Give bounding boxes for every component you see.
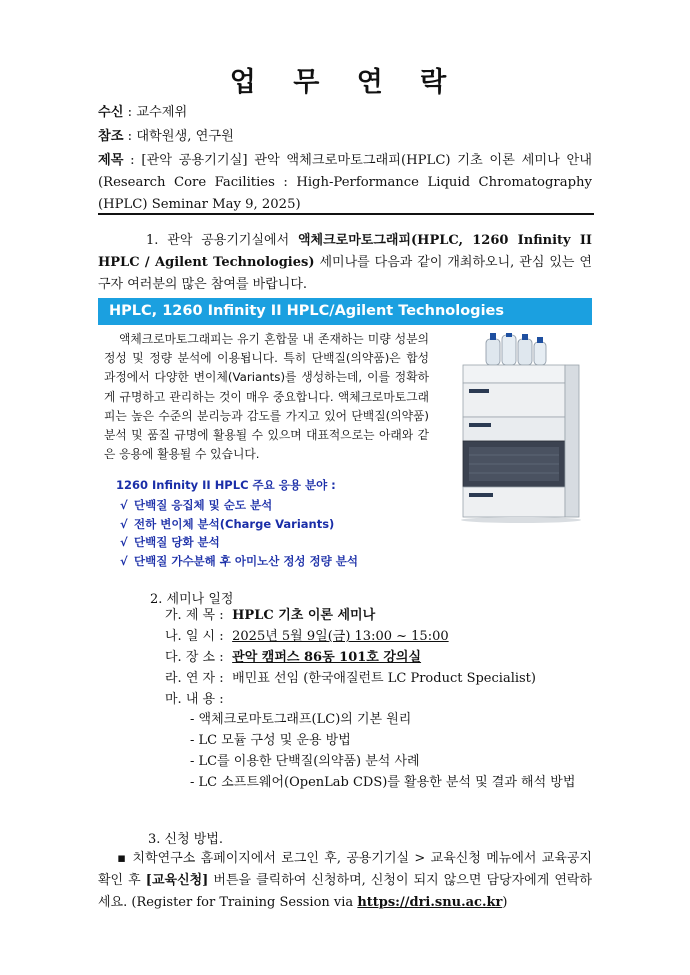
reference-label: 참조: [98, 129, 124, 144]
list-item: - LC 소프트웨어(OpenLab CDS)를 활용한 분석 및 결과 해석 방법: [190, 775, 576, 790]
document-title: 업 무 연 락: [229, 67, 461, 98]
schedule-row-venue: 다. 장 소 : 관악 캠퍼스 86동 101호 강의실: [165, 650, 422, 665]
section1-text-c: 세미나를 다음과 같이 개최하오니, 관심 있는 연구자 여러분의 많은 참여를 바랍니다.: [98, 255, 592, 292]
schedule-row-title: 가. 제 목 : HPLC 기초 이론 세미나: [165, 608, 376, 623]
schedule-row-speaker: 라. 연 자 : 배민표 선임 (한국애질런트 LC Product Specialist): [165, 671, 536, 686]
apply-button-label: [교육신청]: [145, 873, 209, 888]
list-item: √ 단백질 응집체 및 순도 분석: [120, 496, 358, 515]
list-item: - 액체크로마토그래프(LC)의 기본 원리: [190, 712, 412, 727]
check-icon: √: [120, 498, 128, 512]
list-item: √ 단백질 가수분해 후 아미노산 정성 정량 분석: [120, 552, 358, 571]
section2-title: 2. 세미나 일정: [150, 592, 234, 607]
reference-line: 참조 : 대학원생, 연구원: [98, 129, 234, 144]
subject-label: 제목: [98, 153, 124, 168]
list-item: √ 단백질 당화 분석: [120, 533, 358, 552]
check-icon: √: [120, 535, 128, 550]
section1-number: 1.: [146, 233, 159, 248]
schedule-row-datetime: 나. 일 시 : 2025년 5월 9일(금) 13:00 ~ 15:00: [165, 629, 449, 644]
section1-text-bold: 액체크로마토그래피(HPLC, 1260 Infinity II HPLC / Agilent Technologies): [98, 233, 592, 270]
hplc-instrument-image: [455, 333, 587, 523]
subject-line: 제목 : [관악 공용기기실] 관악 액체크로마토그래피(HPLC) 기초 이론 세미나 안내 (Research Core Facilities : High-Performance Liquid Chromatography (HPLC) Seminar May 9, 2025): [98, 153, 593, 212]
intro-paragraph: [104, 330, 429, 464]
applications-title: 1260 Infinity II HPLC 주요 응용 분야 :: [116, 478, 336, 492]
recipient-value: 교수제위: [136, 105, 188, 120]
header-divider: [98, 213, 594, 215]
list-item: - LC를 이용한 단백질(의약품) 분석 사례: [190, 754, 420, 769]
registration-paragraph: ▪ 치학연구소 홈페이지에서 로그인 후, 공용기기실 > 교육신청 메뉴에서 교육공지 확인 후 [교육신청] 버튼을 클릭하여 신청하며, 신청이 되지 않으면 담당자에게 연락하세요. (Register for Training Session via https://dri.snu.ac.kr): [98, 851, 592, 910]
section1-text-a: 관악 공용기기실에서: [167, 233, 298, 248]
check-icon: √: [120, 516, 128, 531]
applications-list: [120, 496, 358, 570]
subject-value: [관악 공용기기실] 관악 액체크로마토그래피(HPLC) 기초 이론 세미나 안내 (Research Core Facilities : High-Performance Liquid Chromatography (HPLC) Seminar May 9, 2025): [98, 153, 593, 212]
solvent-bottles: [486, 333, 546, 365]
list-item: - LC 모듈 구성 및 운용 방법: [190, 733, 351, 748]
reference-value: 대학원생, 연구원: [136, 129, 234, 144]
registration-link[interactable]: https://dri.snu.ac.kr: [357, 895, 503, 910]
check-icon: √: [120, 553, 128, 568]
section1-paragraph: [98, 230, 592, 296]
instrument-banner: HPLC, 1260 Infinity II HPLC/Agilent Technologies: [98, 298, 592, 325]
recipient-label: 수신: [98, 105, 124, 120]
intro-text: 액체크로마토그래피는 유기 혼합물 내 존재하는 미량 성분의 정성 및 정량 분석에 이용됩니다. 특히 단백질(의약품)은 합성 과정에서 다양한 변이체(Variants)를 생성하는데, 이를 정확하게 규명하고 관리하는 것이 매우 중요합니다. 액체크로마토그래피는 높은 수준의 분리능과 감도를 가지고 있어 단백질(의약품) 분석 및 품질 규명에 활용될 수 있으며 대표적으로는 아래와 같은 응용에 활용될 수 있습니다.: [104, 332, 429, 462]
schedule-row-contents: 마. 내 용 :: [165, 692, 224, 707]
recipient-line: 수신 : 교수제위: [98, 105, 188, 120]
module-stack: [461, 365, 581, 523]
list-item: √ 전하 변이체 분석(Charge Variants): [120, 515, 358, 534]
section3-title: 3. 신청 방법.: [148, 832, 224, 847]
